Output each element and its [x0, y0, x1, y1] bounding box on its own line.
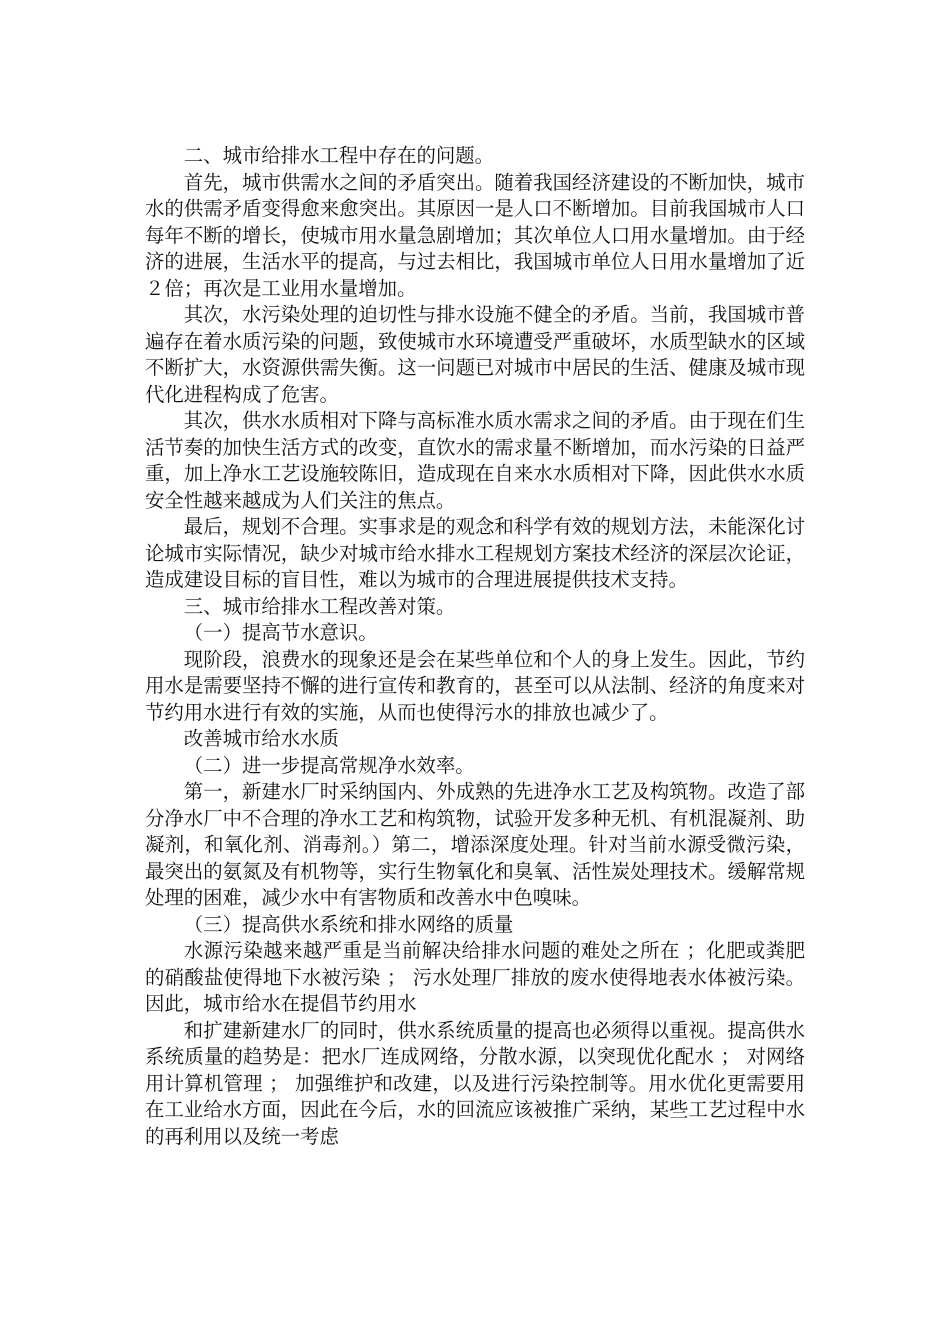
paragraph-system-quality: 和扩建新建水厂的同时，供水系统质量的提高也必须得以重视。提高供水系统质量的趋势是：把水厂连成网络，分散水源，以突现优化配水 ； 对网络用计算机管理 ； 加强维护和改建，以及进行污染控制等。用水优化更需要用在工业给水方面，因此在今后，水的回流应该被推广采纳，某些工艺过程中水的再利用以及统一考虑 [145, 1018, 805, 1148]
paragraph-water-quality: 其次，供水水质相对下降与高标准水质水需求之间的矛盾。由于现在们生活节奏的加快生活方式的改变，直饮水的需求量不断增加，而水污染的日益严重，加上净水工艺设施较陈旧，造成现在自来水水质相对下降，因此供水水质安全性越来越成为人们关注的焦点。 [145, 409, 805, 512]
subheading-purification-efficiency: （二）进一步提高常规净水效率。 [183, 753, 475, 777]
document-body [145, 143, 805, 1150]
section-heading-countermeasures: 三、城市给排水工程改善对策。 [183, 594, 456, 618]
paragraph-purification: 第一，新建水厂时采纳国内、外成熟的先进净水工艺及构筑物。改造了部分净水厂中不合理的净水工艺和构筑物，试验开发多种无机、有机混凝剂、助凝剂，和氧化剂、消毒剂。）第二，增添深度处理。针对当前水源受微污染，最突出的氨氮及有机物等，实行生物氧化和臭氧、活性炭处理技术。缓解常规处理的困难，减少水中有害物质和改善水中色嗅味。 [145, 780, 805, 909]
section-heading-problems: 二、城市给排水工程中存在的问题。 [183, 144, 495, 167]
subheading-network-quality: （三）提高供水系统和排水网络的质量 [183, 912, 514, 936]
paragraph-planning: 最后，规划不合理。实事求是的观念和科学有效的规划方法，未能深化讨论城市实际情况，缺少对城市给水排水工程规划方案技术经济的深层次论证，造成建设目标的盲目性，难以为城市的合理进展提供技术支持。 [145, 515, 805, 591]
paragraph-source-pollution: 水源污染越来越严重是当前解决给排水问题的难处之所在 ；化肥或粪肥的硝酸盐使得地下水被污染 ； 污水处理厂排放的废水使得地表水体被污染。因此，城市给水在提倡节约用水 [145, 939, 805, 1015]
subheading-improve-quality: 改善城市给水水质 [183, 727, 339, 750]
subheading-water-saving: （一）提高节水意识。 [183, 621, 378, 644]
paragraph-water-saving: 现阶段，浪费水的现象还是会在某些单位和个人的身上发生。因此，节约用水是需要坚持不懈的进行宣传和教育的，甚至可以从法制、经济的角度来对节约用水进行有效的实施，从而也使得污水的排放也减少了。 [145, 647, 805, 724]
paragraph-water-pollution: 其次，水污染处理的迫切性与排水设施不健全的矛盾。当前，我国城市普遍存在着水质污染的问题，致使城市水环境遭受严重破坏，水质型缺水的区域不断扩大，水资源供需失衡。这一问题已对城市中居民的生活、健康及城市现代化进程构成了危害。 [145, 303, 805, 406]
paragraph-supply-demand: 首先，城市供需水之间的矛盾突出。随着我国经济建设的不断加快，城市水的供需矛盾变得愈来愈突出。其原因一是人口不断增加。目前我国城市人口每年不断的增长，使城市用水量急剧增加；其次单位人口用水量增加。由于经济的进展，生活水平的提高，与过去相比，我国城市单位人日用水量增加了近２倍；再次是工业用水量增加。 [145, 170, 805, 300]
